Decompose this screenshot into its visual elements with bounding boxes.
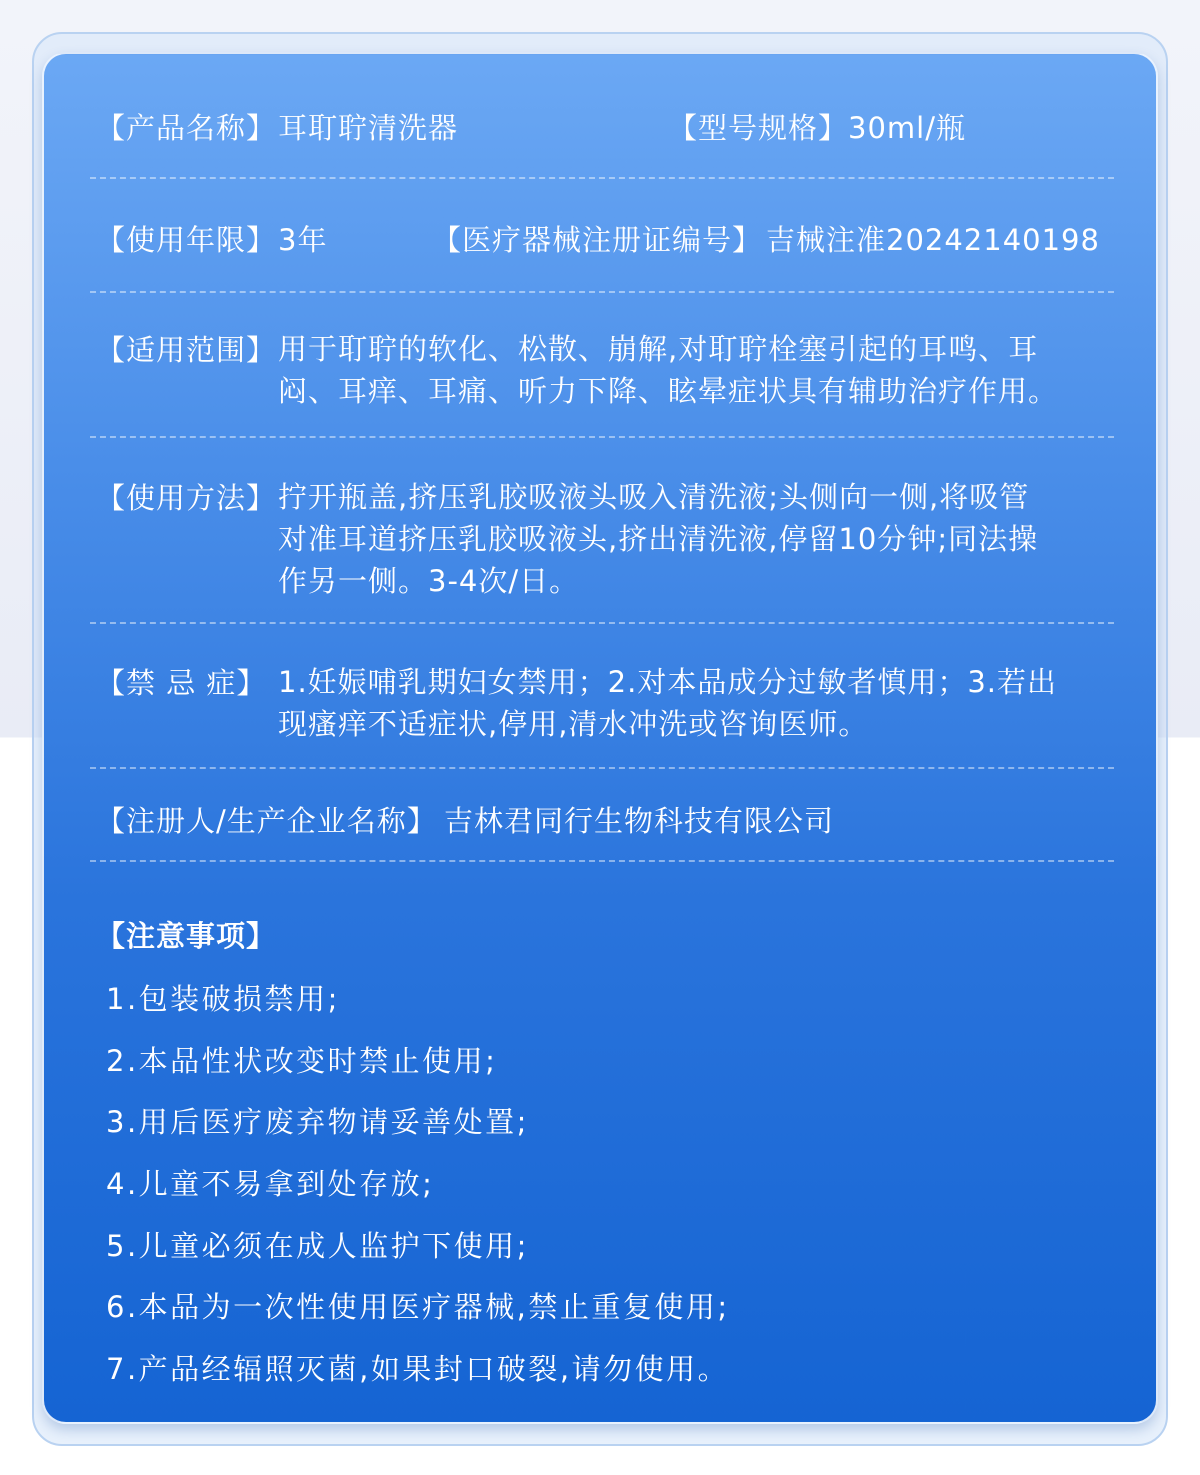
- notice-item: 6.本品为一次性使用医疗器械,禁止重复使用;: [106, 1290, 730, 1324]
- service-life-value: 3年: [278, 223, 328, 257]
- notice-item: 7.产品经辐照灭菌,如果封口破裂,请勿使用。: [106, 1352, 730, 1386]
- divider: [90, 622, 1114, 624]
- spec-label: 【型号规格】: [668, 111, 849, 145]
- product-info-card: [42, 52, 1158, 1424]
- usage-line: 作另一侧。3-4次/日。: [278, 564, 580, 598]
- notice-item: 3.用后医疗废弃物请妥善处置;: [106, 1105, 529, 1139]
- service-life-label: 【使用年限】: [96, 223, 277, 257]
- contraindications-label: 【禁 忌 症】: [96, 666, 267, 700]
- registration-number-value: 吉械注准20242140198: [766, 223, 1100, 257]
- notice-item: 5.儿童必须在成人监护下使用;: [106, 1229, 529, 1263]
- product-name-value: 耳耵聍清洗器: [278, 111, 459, 145]
- notice-item: 2.本品性状改变时禁止使用;: [106, 1044, 498, 1078]
- contraindications-line: 现瘙痒不适症状,停用,清水冲洗或咨询医师。: [278, 707, 869, 741]
- scope-label: 【适用范围】: [96, 333, 277, 367]
- registrant-label: 【注册人/生产企业名称】: [96, 804, 437, 838]
- scope-line: 闷、耳痒、耳痛、听力下降、眩晕症状具有辅助治疗作用。: [278, 374, 1059, 408]
- usage-label: 【使用方法】: [96, 481, 277, 515]
- contraindications-line: 1.妊娠哺乳期妇女禁用；2.对本品成分过敏者慎用；3.若出: [278, 665, 1058, 699]
- scope-text: [278, 328, 1058, 412]
- usage-line: 拧开瓶盖,挤压乳胶吸液头吸入清洗液;头侧向一侧,将吸管: [278, 480, 1030, 514]
- notice-item: 1.包装破损禁用;: [106, 982, 340, 1016]
- divider: [90, 436, 1114, 438]
- registration-number-label: 【医疗器械注册证编号】: [432, 223, 763, 257]
- divider: [90, 291, 1114, 293]
- notice-title: 【注意事项】: [96, 919, 277, 953]
- usage-line: 对准耳道挤压乳胶吸液头,挤出清洗液,停留10分钟;同法操: [278, 522, 1039, 556]
- spec-value: 30ml/瓶: [848, 111, 966, 145]
- product-name-label: 【产品名称】: [96, 111, 277, 145]
- usage-text: [278, 476, 1038, 602]
- notice-item: 4.儿童不易拿到处存放;: [106, 1167, 435, 1201]
- scope-line: 用于耵聍的软化、松散、崩解,对耵聍栓塞引起的耳鸣、耳: [278, 332, 1039, 366]
- divider: [90, 177, 1114, 179]
- divider: [90, 860, 1114, 862]
- divider: [90, 767, 1114, 769]
- contraindications-text: [278, 661, 1057, 745]
- registrant-value: 吉林君同行生物科技有限公司: [444, 804, 835, 838]
